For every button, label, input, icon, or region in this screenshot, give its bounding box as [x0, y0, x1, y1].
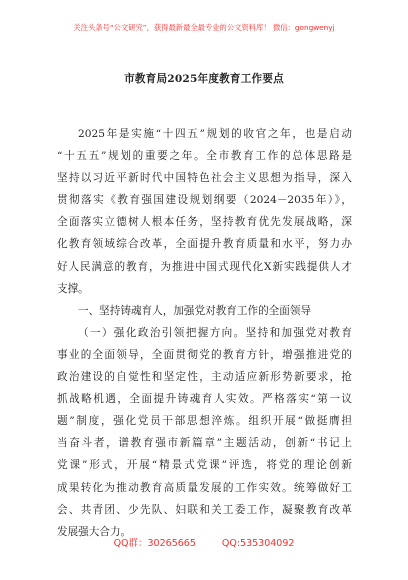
paragraph-line: 党课”形式，开展“精景式党课”评选，将党的理论创新	[57, 459, 352, 472]
paragraph-line: 化教育领域综合改革，全面提升教育质量和水平，努力办	[57, 238, 352, 251]
paragraph-line: 坚持以习近平新时代中国特色社会主义思想为指导，深入	[57, 172, 352, 185]
section-heading: 一、坚持铸魂育人，加强党对教育工作的全面领导	[78, 304, 312, 317]
paragraph-line: 事业的全面领导，全面贯彻党的教育方针，增强推进党的	[57, 348, 352, 361]
footer-contact	[0, 538, 408, 550]
paragraph-line: 贯彻落实《教育强国建设规划纲要（2024－2035年）》，	[57, 194, 352, 207]
paragraph-line: 政治建设的自觉性和坚定性，主动适应新形势新要求，抢	[57, 371, 352, 384]
paragraph-line: 2025年是实施“十四五”规划的收官之年，也是启动	[78, 128, 352, 140]
qq-group-number: QQ群：30265665	[113, 538, 196, 549]
document-body	[57, 123, 352, 543]
paragraph-line: 全面落实立德树人根本任务，坚持教育优先发展战略，深	[57, 216, 352, 229]
paragraph-line: 题”制度，强化党员干部思想淬炼。组织开展“做挺膺担	[57, 415, 352, 428]
document-title: 市教育局2025年度教育工作要点	[124, 73, 284, 85]
paragraph-line: 支撑。	[57, 282, 89, 295]
paragraph-line: （一）强化政治引领把握方向。坚持和加强党对教育	[78, 326, 352, 339]
paragraph-line: 会、共青团、少先队、妇联和关工委工作，凝聚教育改革	[57, 503, 352, 516]
paragraph-line: 好人民满意的教育，为推进中国式现代化X新实践提供人才	[57, 260, 352, 273]
paragraph-line: 当奋斗者，谱教育强市新篇章”主题活动，创新“书记上	[57, 437, 352, 450]
paragraph-line: “十五五”规划的重要之年。全市教育工作的总体思路是	[57, 150, 352, 163]
qq-number: QQ:535304092	[221, 538, 295, 549]
paragraph-line: 发展强大合力。	[57, 525, 132, 538]
paragraph-line: 成果转化为推动教育高质量发展的工作实效。统筹做好工	[57, 481, 352, 494]
promo-banner: 关注头条号“公文研究”，获得最新最全最专业的公文资料库！ 微信：gongwenyj	[73, 23, 335, 32]
paragraph-line: 抓战略机遇，全面提升铸魂育人实效。严格落实“第一议	[57, 393, 352, 406]
